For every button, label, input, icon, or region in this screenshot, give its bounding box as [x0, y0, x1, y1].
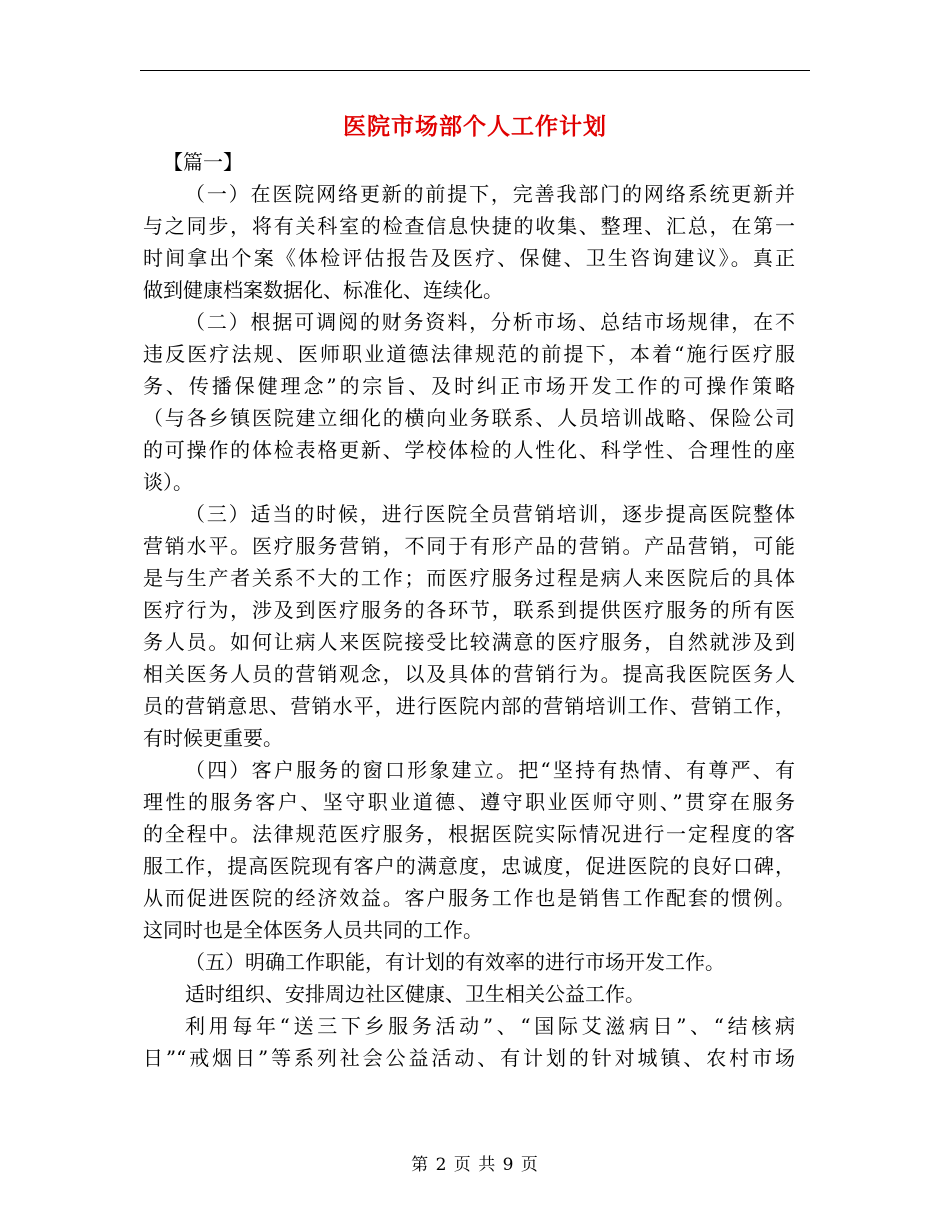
paragraph-line: 理性的服务客户、坚守职业道德、遵守职业医师守则、”贯穿在服务 [143, 790, 795, 814]
paragraph-line: 务、传播保健理念”的宗旨、及时纠正市场开发工作的可操作策略 [143, 374, 795, 398]
paragraph-line: 谈）。 [143, 470, 193, 494]
paragraph-line: 与之同步，将有关科室的检查信息快捷的收集、整理、汇总，在第一 [143, 214, 795, 238]
paragraph-line: 医疗行为，涉及到医疗服务的各环节，联系到提供医疗服务的所有医 [143, 598, 795, 622]
document-title: 医院市场部个人工作计划 [343, 113, 607, 140]
page-number: 第 2 页 共 9 页 [411, 1155, 539, 1175]
paragraph-line: 有时候更重要。 [143, 726, 283, 750]
paragraph-line: 的全程中。法律规范医疗服务，根据医院实际情况进行一定程度的客 [143, 822, 795, 846]
paragraph-line: 从而促进医院的经济效益。客户服务工作也是销售工作配套的惯例。 [143, 886, 795, 910]
paragraph-line: 违反医疗法规、医师职业道德法律规范的前提下，本着“施行医疗服 [143, 342, 795, 366]
paragraph-line: （与各乡镇医院建立细化的横向业务联系、人员培训战略、保险公司 [143, 406, 795, 430]
paragraph-line: 时间拿出个案《体检评估报告及医疗、保健、卫生咨询建议》。真正 [143, 246, 795, 270]
paragraph-line: 的可操作的体检表格更新、学校体检的人性化、科学性、合理性的座 [143, 438, 795, 462]
paragraph-line: 日”“戒烟日”等系列社会公益活动、有计划的针对城镇、农村市场 [143, 1046, 795, 1070]
paragraph-line: 做到健康档案数据化、标准化、连续化。 [143, 278, 503, 302]
paragraph-line: 是与生产者关系不大的工作；而医疗服务过程是病人来医院后的具体 [143, 566, 795, 590]
section-heading: 【篇一】 [163, 150, 243, 174]
paragraph-line: 务人员。如何让病人来医院接受比较满意的医疗服务，自然就涉及到 [143, 630, 795, 654]
paragraph-line: 员的营销意思、营销水平，进行医院内部的营销培训工作、营销工作， [143, 694, 795, 718]
header-rule [140, 70, 810, 71]
paragraph-line: （五）明确工作职能，有计划的有效率的进行市场开发工作。 [185, 950, 725, 974]
paragraph-line: 相关医务人员的营销观念，以及具体的营销行为。提高我医院医务人 [143, 662, 795, 686]
paragraph-line: 这同时也是全体医务人员共同的工作。 [143, 918, 483, 942]
document-body [143, 146, 795, 1074]
paragraph-line: （一）在医院网络更新的前提下，完善我部门的网络系统更新并 [185, 182, 795, 206]
paragraph-line: （三）适当的时候，进行医院全员营销培训，逐步提高医院整体 [185, 502, 795, 526]
paragraph-line: 适时组织、安排周边社区健康、卫生相关公益工作。 [185, 982, 645, 1006]
paragraph-line: （四）客户服务的窗口形象建立。把“坚持有热情、有尊严、有 [185, 758, 795, 782]
paragraph-line: 利用每年“送三下乡服务活动”、“国际艾滋病日”、“结核病 [185, 1014, 795, 1038]
paragraph-line: 营销水平。医疗服务营销，不同于有形产品的营销。产品营销，可能 [143, 534, 795, 558]
paragraph-line: （二）根据可调阅的财务资料，分析市场、总结市场规律，在不 [185, 310, 795, 334]
paragraph-line: 服工作，提高医院现有客户的满意度，忠诚度，促进医院的良好口碑， [143, 854, 795, 878]
